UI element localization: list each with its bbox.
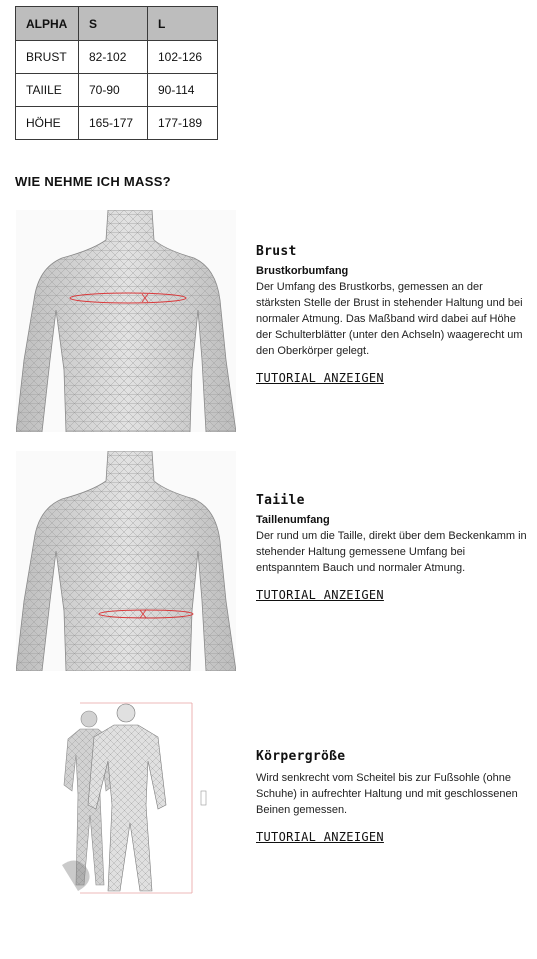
measurement-block-chest: [0, 210, 537, 435]
size-table-header-row: [16, 7, 218, 41]
chest-description: Der Umfang des Brustkorbs, gemessen an der stärksten Stelle der Brust in stehender Haltung und bei normaler Atmung. Das Maßband wird dabei auf Höhe der Schulterblätter (unter den Achseln) waagerecht um den Oberkörper gelegt.: [256, 281, 523, 357]
torso-mesh-illustration: [16, 451, 236, 671]
height-info: [256, 749, 528, 846]
size-table-header-cell: L: [148, 7, 218, 41]
measurement-block-waist: [0, 451, 537, 673]
height-title: Körpergröße: [256, 749, 346, 764]
waist-measurement-figure: [16, 451, 236, 671]
chest-title: Brust: [256, 244, 297, 259]
size-table-cell: 90-114: [148, 74, 218, 107]
size-table-row: [16, 107, 218, 140]
chest-measurement-figure: [16, 210, 236, 432]
waist-description: Der rund um die Taille, direkt über dem Beckenkamm in stehender Haltung gemessene Umfang bei entspanntem Bauch und normaler Atmung.: [256, 530, 527, 574]
size-table-header-cell: S: [79, 7, 148, 41]
size-table: [15, 6, 218, 140]
chest-subtitle: Brustkorbumfang: [256, 265, 349, 277]
height-measurement-figure: [16, 695, 236, 910]
size-table-row: [16, 41, 218, 74]
size-table-row: [16, 74, 218, 107]
size-table-cell: 70-90: [79, 74, 148, 107]
size-table-cell: HÖHE: [16, 107, 79, 140]
waist-subtitle: Taillenumfang: [256, 514, 330, 526]
section-title: WIE NEHME ICH MASS?: [15, 174, 171, 189]
size-table-cell: BRUST: [16, 41, 79, 74]
full-body-mesh-illustration: [16, 695, 236, 910]
waist-title: Taiile: [256, 493, 305, 508]
height-tutorial-link[interactable]: TUTORIAL ANZEIGEN: [256, 830, 384, 844]
height-description: Wird senkrecht vom Scheitel bis zur Fußsohle (ohne Schuhe) in aufrechter Haltung und mit geschlossenen Beinen gemessen.: [256, 772, 518, 816]
size-table-cell: 102-126: [148, 41, 218, 74]
size-table-header-cell: ALPHA: [16, 7, 79, 41]
size-table-cell: 177-189: [148, 107, 218, 140]
size-table-cell: 165-177: [79, 107, 148, 140]
chest-info: [256, 244, 528, 387]
torso-mesh-illustration: [16, 210, 236, 432]
waist-info: [256, 493, 528, 604]
chest-tutorial-link[interactable]: TUTORIAL ANZEIGEN: [256, 371, 384, 385]
waist-tutorial-link[interactable]: TUTORIAL ANZEIGEN: [256, 588, 384, 602]
size-table-cell: TAIILE: [16, 74, 79, 107]
measurement-block-height: [0, 695, 537, 915]
size-table-cell: 82-102: [79, 41, 148, 74]
